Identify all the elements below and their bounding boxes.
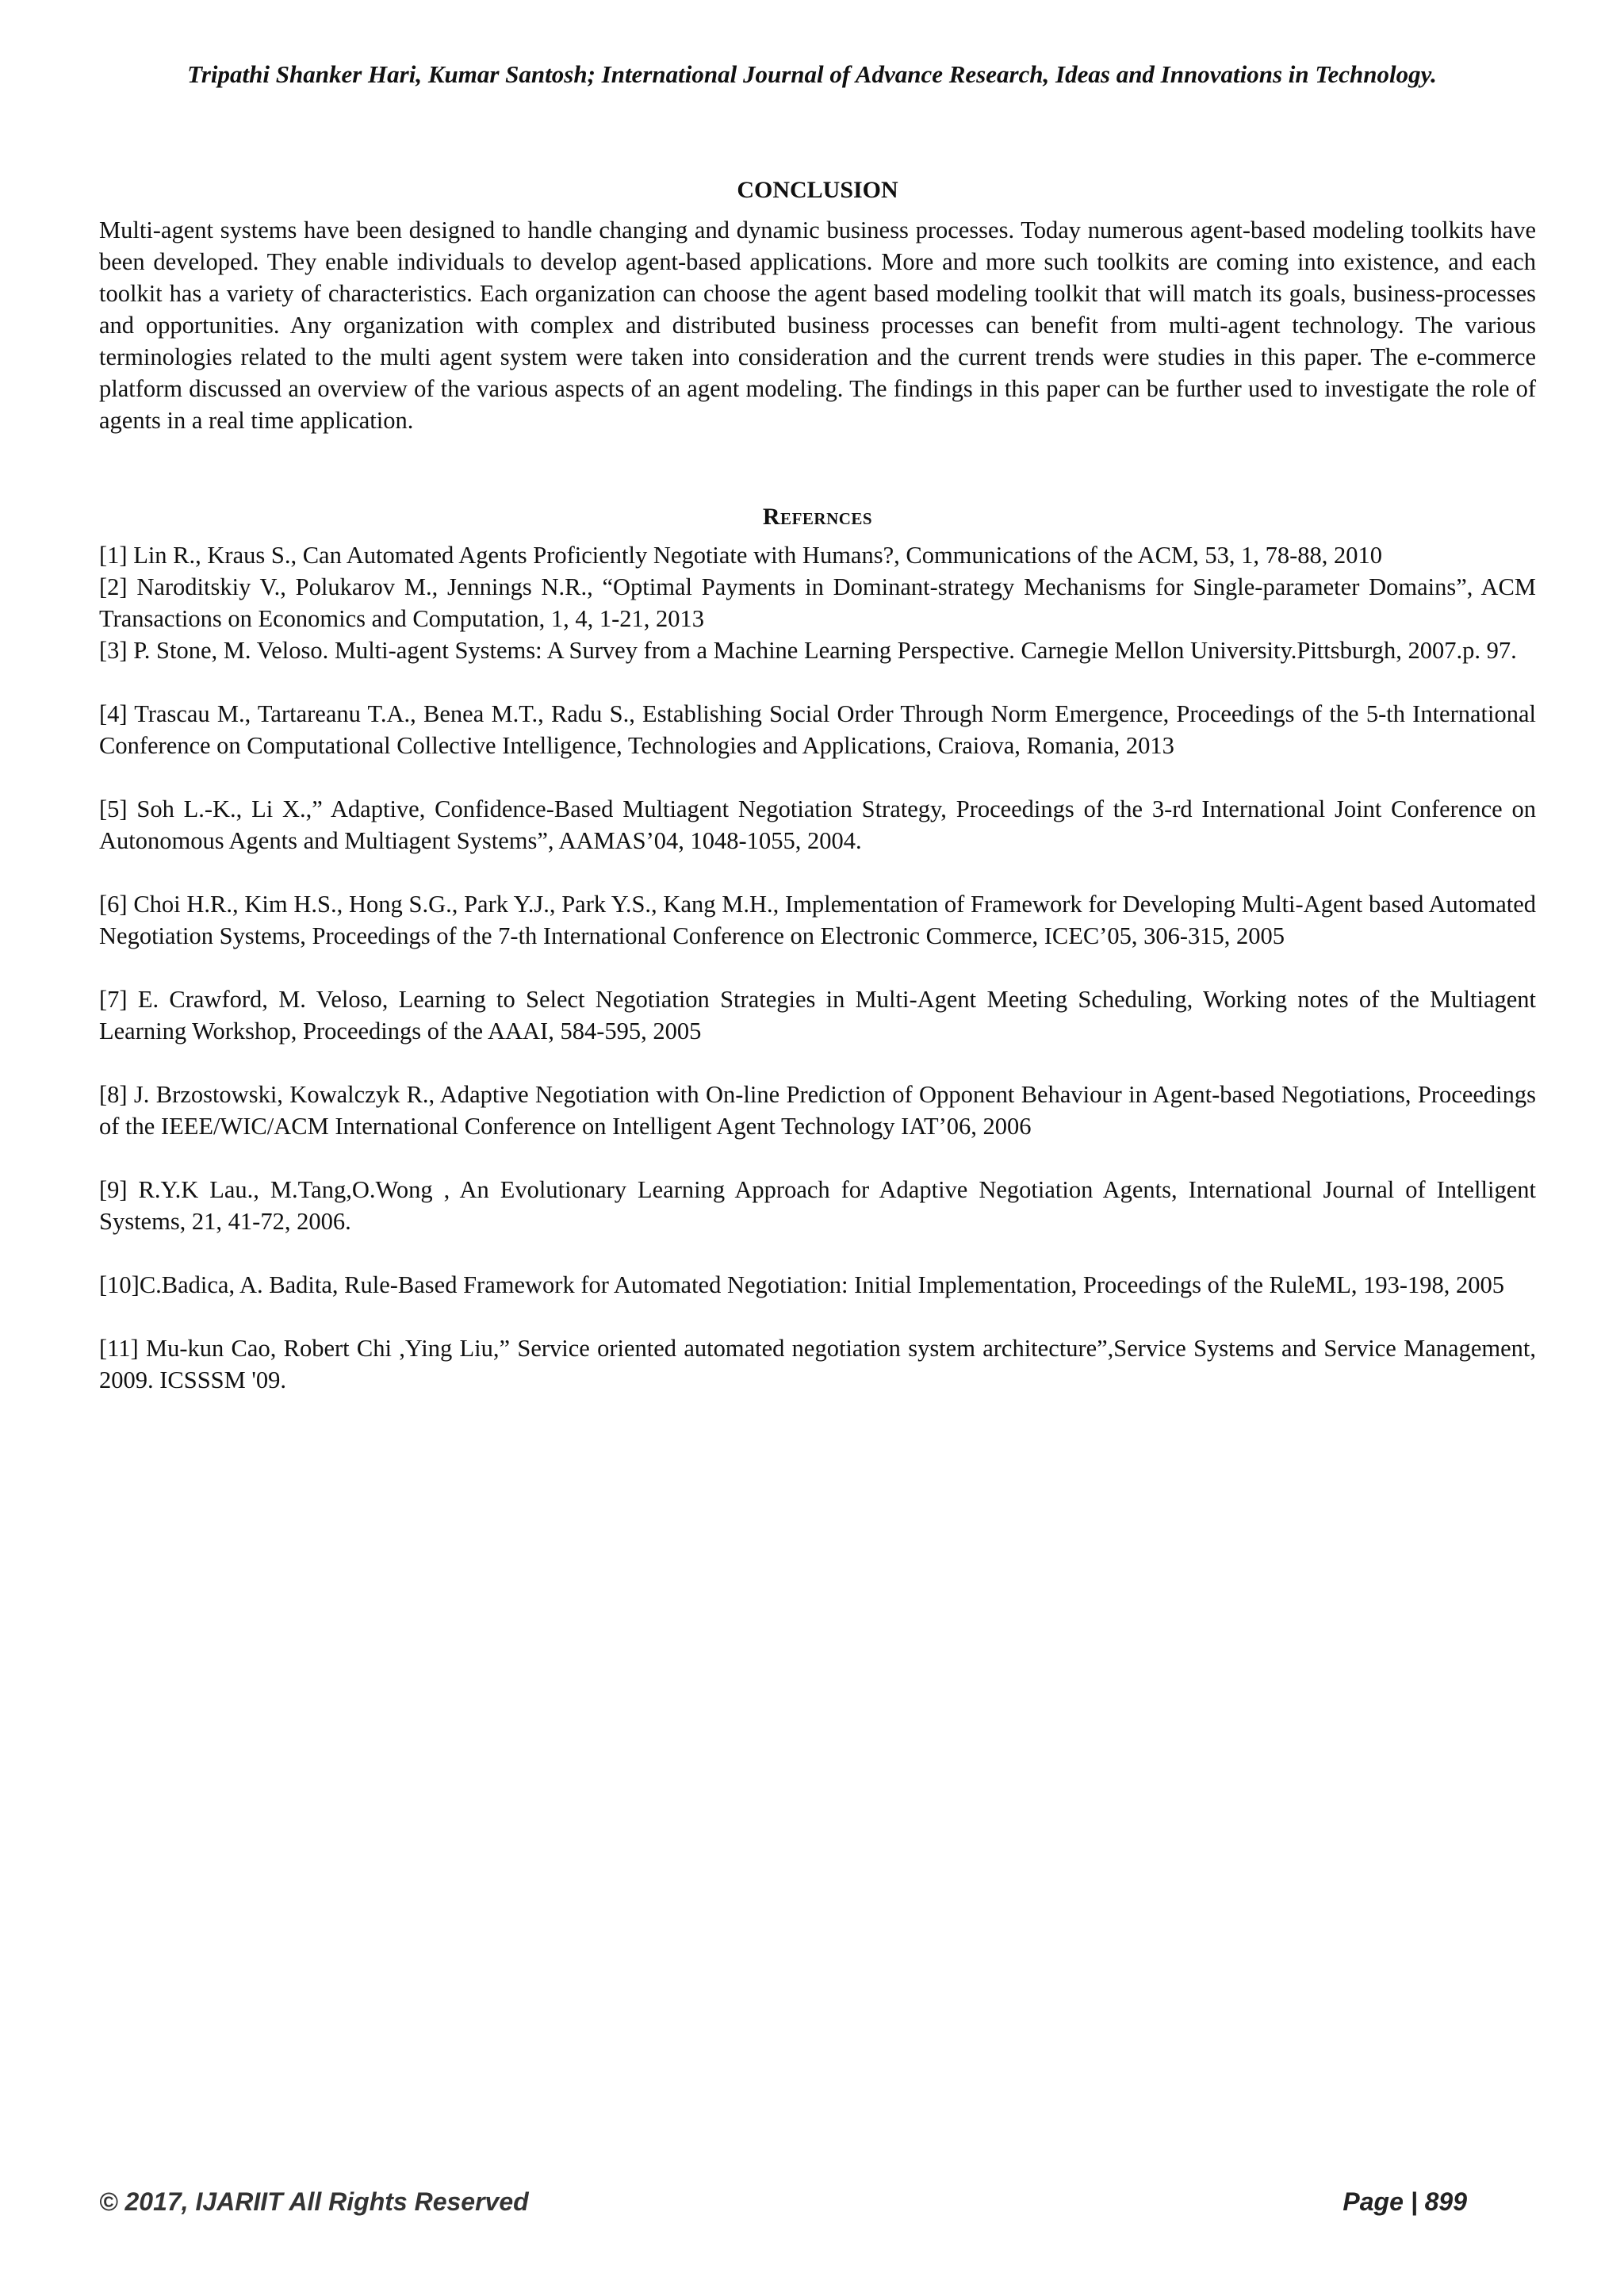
reference-item-1: [1] Lin R., Kraus S., Can Automated Agents Proficiently Negotiate with Humans?, Communications of the ACM, 53, 1, 78-88, 2010: [99, 542, 1383, 569]
references-heading: Refernces: [762, 504, 873, 530]
page-content: [99, 174, 1536, 1396]
reference-item-8: [8] J. Brzostowski, Kowalczyk R., Adaptive Negotiation with On-line Prediction of Opponent Behaviour in Agent-based Negotiations, Proceedings of the IEEE/WIC/ACM International Conference on Intelligent Agent Technology IAT’06, 2006: [99, 1081, 1536, 1140]
conclusion-heading: CONCLUSION: [737, 177, 898, 203]
footer-page-number: Page | 899: [1342, 2187, 1467, 2216]
references-section: [99, 501, 1536, 1396]
conclusion-section: [99, 174, 1536, 436]
reference-item-10: [10]C.Badica, A. Badita, Rule-Based Framework for Automated Negotiation: Initial Implementation, Proceedings of the RuleML, 193-198, 2005: [99, 1271, 1505, 1298]
reference-item-3: [3] P. Stone, M. Veloso. Multi-agent Systems: A Survey from a Machine Learning Perspective. Carnegie Mellon University.Pittsburgh, 2007.p. 97.: [99, 637, 1517, 664]
reference-item-2: [2] Naroditskiy V., Polukarov M., Jennings N.R., “Optimal Payments in Dominant-strategy Mechanisms for Single-parameter Domains”, ACM Transactions on Economics and Computation, 1, 4, 1-21, 2013: [99, 573, 1536, 632]
reference-item-4: [4] Trascau M., Tartareanu T.A., Benea M.T., Radu S., Establishing Social Order Through Norm Emergence, Proceedings of the 5-th International Conference on Computational Collective Intelligence, Technologies and Applications, Craiova, Romania, 2013: [99, 700, 1536, 759]
conclusion-paragraph: Multi-agent systems have been designed to handle changing and dynamic business processes. Today numerous agent-based modeling toolkits have been developed. They enable individuals to develop agent-based applications. More and more such toolkits are coming into existence, and each toolkit has a variety of characteristics. Each organization can choose the agent based modeling toolkit that will match its goals, business-processes and opportunities. Any organization with complex and distributed business processes can benefit from multi-agent technology. The various terminologies related to the multi agent system were taken into consideration and the current trends were studies in this paper. The e-commerce platform discussed an overview of the various aspects of an agent modeling. The findings in this paper can be further used to investigate the role of agents in a real time application.: [99, 217, 1536, 434]
reference-item-11: [11] Mu-kun Cao, Robert Chi ,Ying Liu,” Service oriented automated negotiation system architecture”,Service Systems and Service Management, 2009. ICSSSM '09.: [99, 1335, 1536, 1393]
reference-item-9: [9] R.Y.K Lau., M.Tang,O.Wong , An Evolutionary Learning Approach for Adaptive Negotiation Agents, International Journal of Intelligent Systems, 21, 41-72, 2006.: [99, 1176, 1536, 1235]
reference-item-7: [7] E. Crawford, M. Veloso, Learning to Select Negotiation Strategies in Multi-Agent Meeting Scheduling, Working notes of the Multiagent Learning Workshop, Proceedings of the AAAI, 584-595, 2005: [99, 986, 1536, 1045]
running-header: Tripathi Shanker Hari, Kumar Santosh; International Journal of Advance Research, Ideas and Innovations in Technology.: [187, 60, 1437, 88]
footer-copyright: © 2017, IJARIIT All Rights Reserved: [99, 2187, 529, 2216]
reference-item-6: [6] Choi H.R., Kim H.S., Hong S.G., Park Y.J., Park Y.S., Kang M.H., Implementation of Framework for Developing Multi-Agent based Automated Negotiation Systems, Proceedings of the 7-th International Conference on Electronic Commerce, ICEC’05, 306-315, 2005: [99, 891, 1536, 949]
reference-item-5: [5] Soh L.-K., Li X.,” Adaptive, Confidence-Based Multiagent Negotiation Strategy, Proceedings of the 3-rd International Joint Conference on Autonomous Agents and Multiagent Systems”, AAMAS’04, 1048-1055, 2004.: [99, 795, 1536, 854]
